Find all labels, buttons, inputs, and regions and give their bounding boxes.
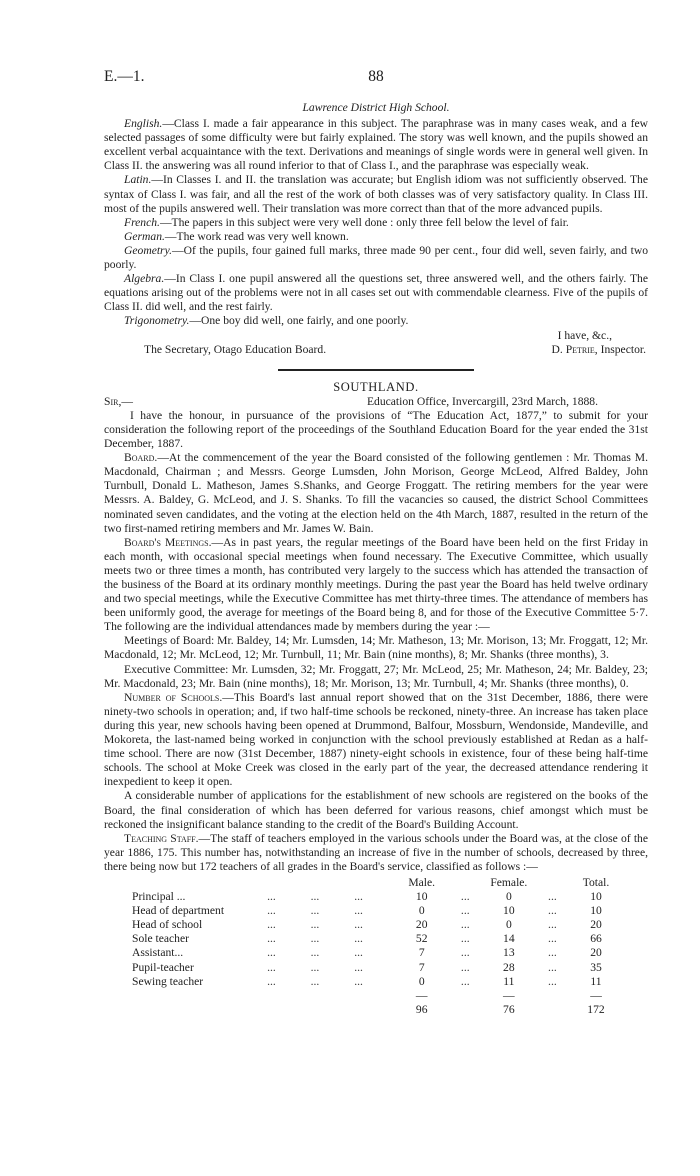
paragraph-lead: English. xyxy=(124,117,163,131)
paragraph-latin xyxy=(104,173,648,215)
paragraph-french xyxy=(104,216,648,230)
paragraph-intro: I have the honour, in pursuance of the provisions of “The Education Act, 1877,” to submit for your consideration the following report of the proceedings of the Southland Education Board for the year ended the 31st December, 1887. xyxy=(104,408,648,451)
leader-dots: ... xyxy=(267,890,276,904)
paragraph-schools xyxy=(104,691,648,790)
paragraph-text: —At the commencement of the year the Board consisted of the following gentlemen : Mr. Thomas M. Macdonald, Chairman ; and Messrs. George Lumsden, John Morison, George McLeod, Alfred Baldey, John Turnbull, Donald L. Matheson, James S.Shanks, and George Froggatt. The retiring members for the year were Messrs. A. Baldey, G. McLeod, and J. S. Shanks. To fill the vacancies so caused, the district School Committees nominated seven candidates, and the voting at the election held on the 4th March, 1887, resulted in the return of the two first-named retiring members and Mr. James W. Bain. xyxy=(104,451,648,535)
paragraph-text: —In Class I. one pupil answered all the questions set, three answered well, and the others fairly. The equations arising out of the problems were not in all cases set out with commendable clearness. Five of the pupils of Class II. did well, and the rest fairly. xyxy=(104,272,648,314)
paragraph-lead: Latin. xyxy=(124,173,152,187)
table-row xyxy=(132,918,620,932)
leader-dots: ... xyxy=(354,904,363,918)
paragraph-lead: French. xyxy=(124,215,160,229)
leader-dots: ... xyxy=(548,918,557,932)
paragraph-text: —As in past years, the regular meetings of the Board have been held on the first Friday in each month, with occasional special meetings when found necessary. The Executive Committee, which usually meets two or three times a month, has contributed very largely to the success which has attended the transaction of the business of the Board at its ordinary monthly meetings. During the past year the Board has held twelve ordinary and two special meetings, while the Executive Committee has met thirty-three times. The attendance of members has been uniformly good, the average for meetings of the Board being 8, and for those of the Executive Committee 5·7. The following are the individual attendances made by members during the year :— xyxy=(104,535,649,634)
cell-total: 20 xyxy=(590,946,602,960)
cell-total: 10 xyxy=(590,890,602,904)
cell-female: 14 xyxy=(503,932,515,946)
paragraph-english xyxy=(104,117,648,173)
teaching-staff-table xyxy=(132,876,620,1017)
paragraph-algebra xyxy=(104,272,648,314)
paragraph-lead: Board's Meetings. xyxy=(124,535,212,549)
leader-dots: ... xyxy=(548,974,557,988)
table-totals-row xyxy=(132,1003,620,1017)
leader-dots: ... xyxy=(354,890,363,904)
table-row xyxy=(132,932,620,946)
paragraph-text: —In Classes I. and II. the translation was accurate; but English idiom was not sufficiently observed. The syntax of Class I. was fair, and all the rest of the work of both classes was of very satisfactory quality. In Class III. most of the pupils answered well. Their translation was more correct than that of the more advanced pupils. xyxy=(104,173,648,215)
section-title-southland: SOUTHLAND. xyxy=(333,379,419,394)
addressee: The Secretary, Otago Education Board. xyxy=(144,342,327,356)
closing-line: I have, &c., xyxy=(557,328,612,342)
document-body xyxy=(104,101,648,1017)
cell-male: 7 xyxy=(418,946,425,960)
column-header-male: Male. xyxy=(408,875,436,889)
leader-dots: ... xyxy=(460,960,470,974)
leader-dots: ... xyxy=(548,946,557,960)
paragraph-text: —One boy did well, one fairly, and one poorly. xyxy=(189,314,409,328)
leader-dots: ... xyxy=(460,946,470,960)
leader-dots: ... xyxy=(267,974,276,988)
cell-male: 0 xyxy=(418,904,425,918)
section-divider xyxy=(278,369,474,371)
leader-dots: ... xyxy=(310,890,320,904)
signature-line xyxy=(104,343,648,357)
leader-dots: ... xyxy=(548,932,557,946)
paragraph-lead: Board. xyxy=(124,451,158,465)
row-label: Head of school xyxy=(132,918,203,932)
cell-female: 11 xyxy=(503,974,515,988)
leader-dots: ... xyxy=(267,918,276,932)
paragraph-text: —Class I. made a fair appearance in this subject. The paraphrase was in many cases weak, and a few selected passages of some difficulty were but fairly explained. The story was well known, and the pupils showed an excellent verbal acquaintance with the text. Derivations and meanings of single words were in general well given. In Class II. the answering was all round inferior to that of Class I., and the paraphrase was especially weak. xyxy=(104,117,648,173)
column-header-total: Total. xyxy=(582,875,610,889)
leader-dots: ... xyxy=(310,960,320,974)
paragraph-text: —The staff of teachers employed in the various schools under the Board was, at the close of the year 1886, 175. This number has, notwithstanding an increase of five in the number of schools, decreased by three, there being now but 172 teachers of all grades in the Board's service, classified as follows :— xyxy=(104,831,648,873)
signature-initial: D. xyxy=(551,342,566,356)
cell-female: 13 xyxy=(503,946,515,960)
paragraph-lead: Geometry. xyxy=(124,243,172,257)
leader-dots: ... xyxy=(310,932,320,946)
leader-dots: ... xyxy=(310,918,320,932)
paragraph-meetings xyxy=(104,536,648,635)
cell-female: 28 xyxy=(503,960,515,974)
paragraph-attendance-exec: Executive Committee: Mr. Lumsden, 32; Mr. Froggatt, 27; Mr. McLeod, 25; Mr. Matheson, 24; Mr. Baldey, 23; Mr. Macdonald, 23; Mr. Bain (nine months), 18; Mr. Morison, 13; Mr. Turnbull, 4; Mr. Shanks (three months), 0. xyxy=(104,662,648,690)
table-rule-row xyxy=(132,989,620,1003)
cell-female: 0 xyxy=(505,890,512,904)
paragraph-applications: A considerable number of applications for the establishment of new schools are registered on the books of the Board, the final consideration of which has been deferred for various reasons, chief amongst which must be reckoned the insignificant balance standing to the credit of the Board's Building Account. xyxy=(104,789,648,831)
cell-total: 11 xyxy=(590,974,602,988)
leader-dots: ... xyxy=(310,974,320,988)
paragraph-text: —The papers in this subject were very well done : only three fell below the level of fair. xyxy=(159,215,569,229)
paragraph-attendance-board: Meetings of Board: Mr. Baldey, 14; Mr. Lumsden, 14; Mr. Matheson, 13; Mr. Morison, 13; Mr. Froggatt, 12; Mr. Macdonald, 12; Mr. McLeod, 12; Mr. Turnbull, 11; Mr. Bain (nine months), 8; Mr. Shanks (three months), 3. xyxy=(104,634,648,662)
leader-dots: ... xyxy=(267,904,276,918)
paragraph-trigonometry xyxy=(104,314,648,328)
table-row xyxy=(132,961,620,975)
column-header-female: Female. xyxy=(490,875,528,889)
leader-dots: ... xyxy=(548,904,557,918)
leader-dots: ... xyxy=(354,946,363,960)
row-label: Head of department xyxy=(132,904,225,918)
cell-female: 10 xyxy=(503,904,515,918)
leader-dots: ... xyxy=(460,904,470,918)
row-label: Sewing teacher xyxy=(132,974,204,988)
cell-male: 20 xyxy=(415,918,428,932)
section-title-lawrence: Lawrence District High School. xyxy=(302,101,450,114)
leader-dots: ... xyxy=(267,932,276,946)
row-label: Assistant... xyxy=(132,946,184,960)
leader-dots: ... xyxy=(354,918,363,932)
paragraph-text: —Of the pupils, four gained full marks, three made 90 per cent., four did well, seven fairly, and two poorly. xyxy=(104,243,648,272)
signature-role: , Inspector. xyxy=(594,342,646,356)
leader-dots: ... xyxy=(460,918,470,932)
rule-female: — xyxy=(503,988,515,1002)
leader-dots: ... xyxy=(460,974,470,988)
paragraph-geometry xyxy=(104,244,648,272)
leader-dots: ... xyxy=(548,890,557,904)
leader-dots: ... xyxy=(267,946,276,960)
paragraph-text: —This Board's last annual report showed that on the 31st December, 1886, there were ninety-two schools in operation; and, if two half-time schools be reckoned, ninety-three. An increase has taken place during this year, new schools having been opened at Drummond, Balfour, Mossburn, Wendonside, Mandeville, and Mokoreta, the last-named being worked in conjunction with the school previously established at Redan as a half-time school. There are now (31st December, 1887) ninety-eight schools in existence, four of these being half-time schools. The school at Moke Creek was closed in the early part of the year, the decreased attendance rendering it inexpedient to keep it open. xyxy=(104,690,648,789)
table-row xyxy=(132,946,620,960)
paragraph-german xyxy=(104,230,648,244)
row-label: Pupil-teacher xyxy=(132,960,194,974)
cell-male: 10 xyxy=(415,890,428,904)
signature-surname: Petrie xyxy=(565,342,595,356)
paragraph-lead: Number of Schools. xyxy=(124,690,223,704)
cell-total: 66 xyxy=(590,932,602,946)
cell-total: 20 xyxy=(590,918,602,932)
leader-dots: ... xyxy=(310,946,320,960)
cell-total: 35 xyxy=(590,960,602,974)
paragraph-lead: German. xyxy=(124,229,165,243)
date-place: Education Office, Invercargill, 23rd March, 1888. xyxy=(366,394,598,408)
paragraph-lead: Teaching Staff. xyxy=(124,831,199,845)
row-label: Sole teacher xyxy=(132,932,189,946)
leader-dots: ... xyxy=(354,932,363,946)
cell-male: 7 xyxy=(418,960,425,974)
leader-dots: ... xyxy=(267,960,276,974)
lawrence-paragraphs xyxy=(104,117,648,328)
staff-table-body xyxy=(132,876,620,1017)
total-male: 96 xyxy=(415,1002,428,1016)
paragraph-lead: Algebra. xyxy=(124,272,165,286)
leader-dots: ... xyxy=(548,960,557,974)
table-header-row xyxy=(132,876,620,890)
table-row xyxy=(132,890,620,904)
page-header-reference: E.—1. xyxy=(104,68,145,85)
table-row xyxy=(132,975,620,989)
rule-total: — xyxy=(590,988,602,1002)
cell-total: 10 xyxy=(590,904,602,918)
leader-dots: ... xyxy=(354,960,363,974)
salutation: Sir,— xyxy=(104,394,133,408)
paragraph-lead: Trigonometry. xyxy=(124,314,190,328)
total-female: 76 xyxy=(503,1002,515,1016)
letter-dateline xyxy=(104,395,648,409)
cell-female: 0 xyxy=(505,918,512,932)
paragraph-board xyxy=(104,451,648,536)
cell-male: 52 xyxy=(415,932,428,946)
leader-dots: ... xyxy=(460,890,470,904)
leader-dots: ... xyxy=(354,974,363,988)
paragraph-text: —The work read was very well known. xyxy=(164,229,349,243)
total-total: 172 xyxy=(587,1002,605,1016)
leader-dots: ... xyxy=(310,904,320,918)
table-row xyxy=(132,904,620,918)
signature xyxy=(552,343,648,357)
cell-male: 0 xyxy=(418,974,425,988)
paragraph-staff xyxy=(104,832,648,874)
page-number: 88 xyxy=(368,68,384,85)
rule-male: — xyxy=(415,988,428,1002)
leader-dots: ... xyxy=(460,932,470,946)
row-label: Principal ... xyxy=(132,890,186,904)
